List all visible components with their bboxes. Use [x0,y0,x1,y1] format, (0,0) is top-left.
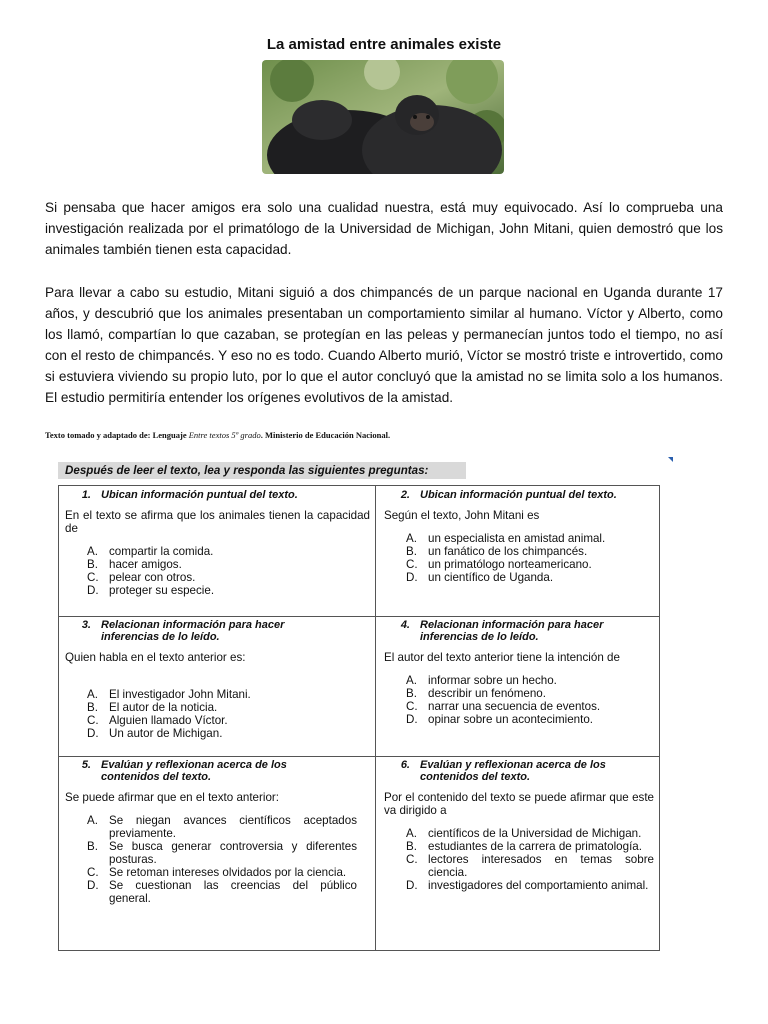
option-a[interactable]: A. compartir la comida. [87,545,214,558]
option-b[interactable]: B. El autor de la noticia. [87,701,218,714]
option-d[interactable]: D. Un autor de Michigan. [87,727,223,740]
question-number: 6. [400,759,410,771]
source-book: Entre textos 5º grado [188,430,261,440]
document-title: La amistad entre animales existe [266,36,502,53]
question-6 [384,759,654,892]
question-heading: Relacionan información para hacer inferencias de lo leído. [101,619,285,643]
question-heading: Ubican información puntual del texto. [420,489,617,501]
question-number: 2. [400,489,410,501]
option-d[interactable]: D. opinar sobre un acontecimiento. [406,713,593,726]
option-a[interactable]: A. informar sobre un hecho. [406,674,557,687]
question-prompt: Por el contenido del texto se puede afirmar que este va dirigido a [384,791,654,817]
question-heading: Relacionan información para hacer inferencias de lo leído. [420,619,604,643]
option-c[interactable]: C. pelear con otros. [87,571,196,584]
question-2 [384,489,654,584]
question-number: 3. [81,619,91,631]
paragraph-2: Para llevar a cabo su estudio, Mitani siguió a dos chimpancés de un parque nacional en Uganda durante 17 años, y descubrió que los animales presentaban un comportamiento similar al humano. Víctor y Alberto, como los llamó, compartían lo que cazaban, se protegían en las peleas y permanecían juntos todo el tiempo, no así con el resto de chimpancés. Y eso no es todo. Cuando Alberto murió, Víctor se mostró triste e introvertido, como si estuviera viviendo su propio luto, por lo que el autor concluyó que la amistad no se limita solo a los humanos. El estudio permitiría entender los orígenes evolutivos de la amistad. [45,285,723,405]
option-d[interactable]: D. investigadores del comportamiento animal. [406,879,649,892]
paragraph-1: Si pensaba que hacer amigos era solo una cualidad nuestra, está muy equivocado. Así lo comprueba una investigación realizada por el primatólogo de la Universidad de Michigan, John Mitani, quien demostró que los animales también tienen esta capacidad. [45,200,723,257]
option-b[interactable]: B. describir un fenómeno. [406,687,546,700]
table-divider-row-1 [58,616,660,617]
question-prompt: Quien habla en el texto anterior es: [65,651,246,664]
question-prompt: En el texto se afirma que los animales tienen la capacidad de [65,509,370,535]
option-c[interactable]: C. Alguien llamado Víctor. [87,714,228,727]
question-1 [65,489,370,597]
question-heading: Evalúan y reflexionan acerca de los contenidos del texto. [101,759,287,783]
table-divider-row-2 [58,756,660,757]
corner-mark-icon [668,457,673,462]
option-a[interactable]: A. El investigador John Mitani. [87,688,251,701]
question-number: 5. [81,759,91,771]
question-3 [65,619,370,740]
option-c[interactable]: C. narrar una secuencia de eventos. [406,700,601,713]
table-divider-vertical [375,485,376,951]
option-a[interactable]: A. Se niegan avances científicos aceptados previamente. [87,814,357,840]
option-a[interactable]: A. científicos de la Universidad de Michigan. [406,827,642,840]
question-heading: Evalúan y reflexionan acerca de los contenidos del texto. [420,759,606,783]
question-number: 1. [81,489,91,501]
question-5 [65,759,370,905]
option-b[interactable]: B. un fanático de los chimpancés. [406,545,588,558]
option-d[interactable]: D. un científico de Uganda. [406,571,554,584]
question-number: 4. [400,619,410,631]
instructions-header: Después de leer el texto, lea y responda las siguientes preguntas: [58,462,466,479]
option-b[interactable]: B. hacer amigos. [87,558,182,571]
question-prompt: Según el texto, John Mitani es [384,509,540,522]
chimpanzee-illustration [262,60,504,174]
question-prompt: Se puede afirmar que en el texto anterior: [65,791,279,804]
option-c[interactable]: C. lectores interesados en temas sobre ciencia. [406,853,654,879]
question-prompt: El autor del texto anterior tiene la intención de [384,651,620,664]
source-citation [45,430,390,440]
source-prefix: Texto tomado y adaptado de: Lenguaje [45,430,189,440]
option-d[interactable]: D. proteger su especie. [87,584,215,597]
option-c[interactable]: C. un primatólogo norteamericano. [406,558,592,571]
option-b[interactable]: B. Se busca generar controversia y diferentes posturas. [87,840,357,866]
source-suffix: . Ministerio de Educación Nacional. [260,430,391,440]
option-c[interactable]: C. Se retoman intereses olvidados por la ciencia. [87,866,347,879]
question-4 [384,619,654,726]
option-d[interactable]: D. Se cuestionan las creencias del público general. [87,879,357,905]
question-heading: Ubican información puntual del texto. [101,489,298,501]
chimpanzee-photo [262,60,504,174]
option-b[interactable]: B. estudiantes de la carrera de primatología. [406,840,642,853]
option-a[interactable]: A. un especialista en amistad animal. [406,532,606,545]
